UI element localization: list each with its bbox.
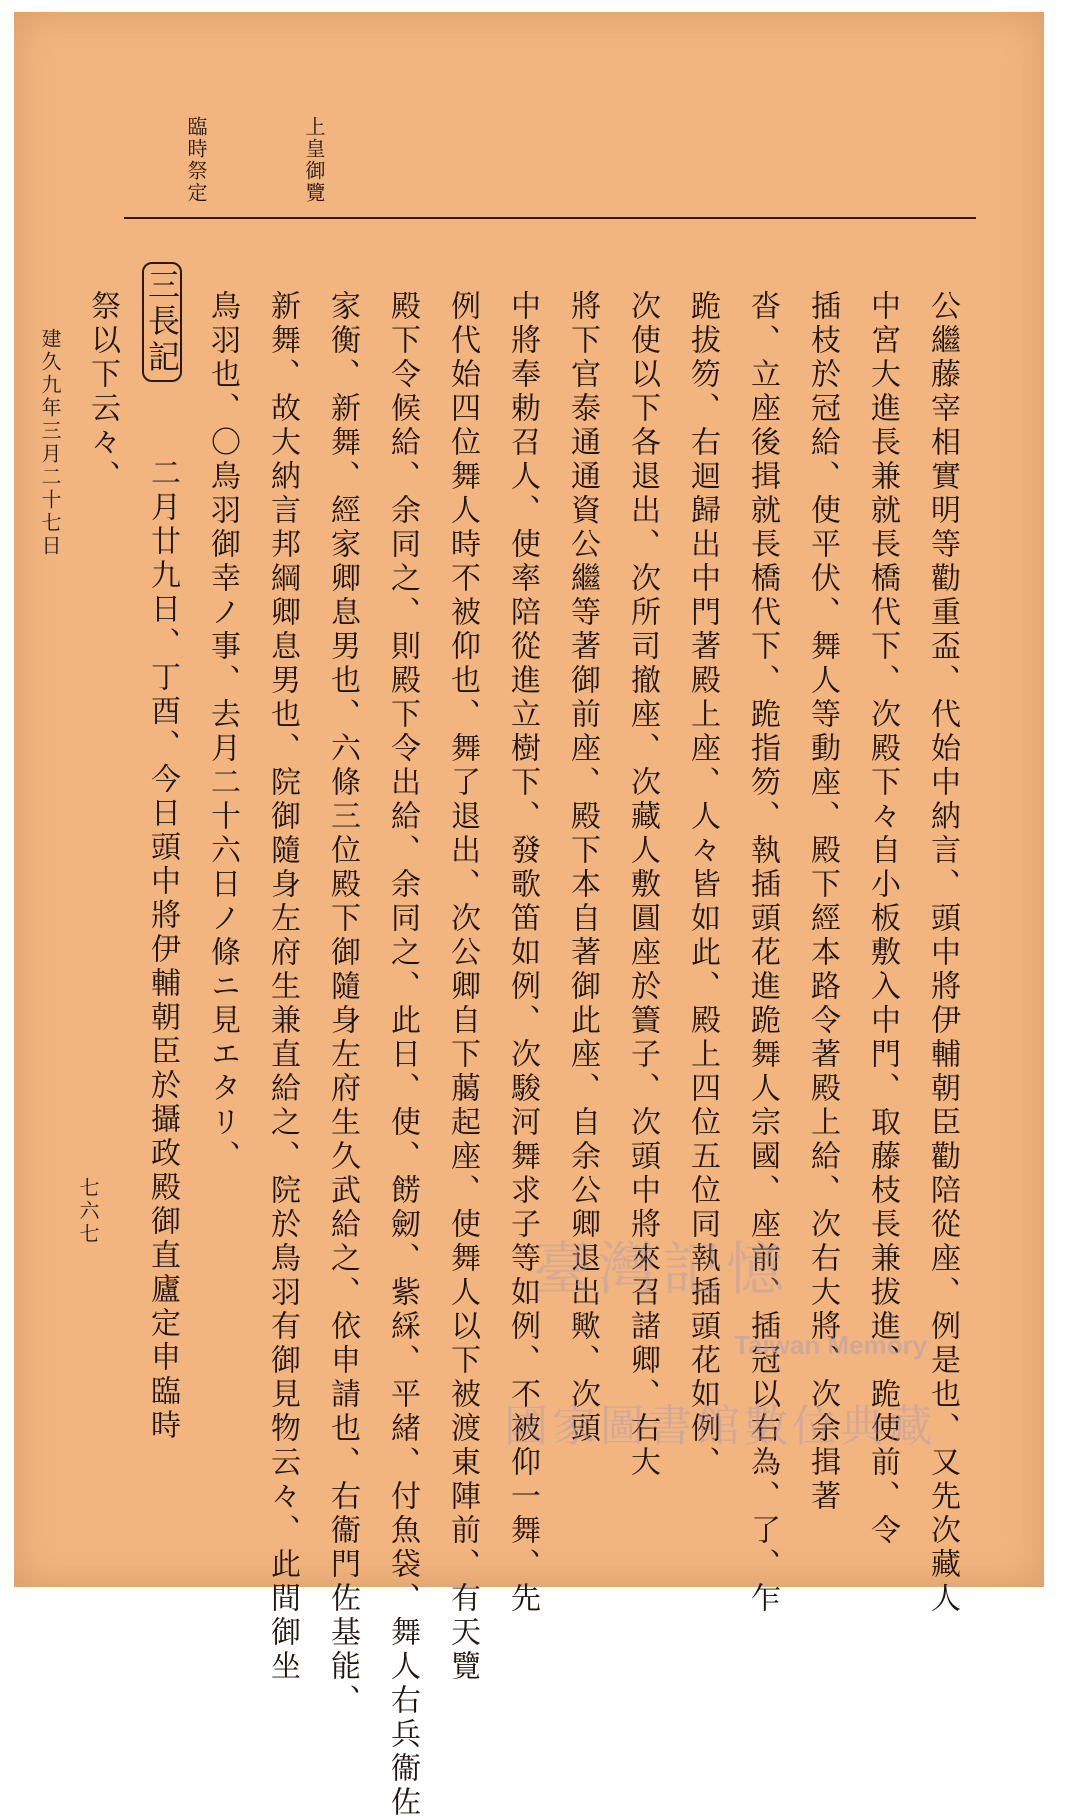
header-note-left: 臨時祭定 — [184, 116, 208, 204]
body-column-13: 鳥羽也、〇鳥羽御幸ノ事、去月二十六日ノ條ニ見エタリ、 — [205, 290, 240, 1174]
body-column-3: 插枝於冠給、使平伏、舞人等動座、殿下經本路令著殿上給、次右大將、次余揖著 — [805, 290, 840, 1514]
body-column-11: 家衡、新舞、經家卿息男也、六條三位殿下御隨身左府生久武給之、依申請也、右衞門佐基能、 — [325, 290, 360, 1718]
margin-date: 建久九年三月二十七日 — [38, 328, 62, 558]
body-column-8: 中將奉勅召人、使率陪從進立樹下、發歌笛如例、次駿河舞求子等如例、不被仰一舞、先 — [505, 290, 540, 1616]
body-column-7: 將下官泰通通資公繼等著御前座、殿下本自著御此座、自余公卿退出歟、次頭 — [565, 290, 600, 1446]
body-column-6: 次使以下各退出、次所司撤座、次藏人敷圓座於簀子、次頭中將來召諸卿、右大 — [625, 290, 660, 1480]
watermark-latin: Taiwan Memory — [734, 1330, 928, 1360]
body-column-2: 中宮大進長兼就長橋代下、次殿下々自小板敷入中門、取藤枝長兼拔進、跪使前、令 — [865, 290, 900, 1548]
final-column: 祭以下云々、 — [85, 290, 120, 494]
body-column-5: 跪拔笏、右迴歸出中門著殿上座、人々皆如此、殿上四位五位同執插頭花如例、 — [685, 290, 720, 1480]
body-column-1: 公繼藤宰相實明等勸重盃、代始中納言、頭中將伊輔朝臣勸陪從座、例是也、又先次藏人 — [925, 290, 960, 1616]
watermark-institution: 國家圖書館數位典藏 — [504, 1401, 936, 1452]
watermark-logo: 臺灣記憶 — [534, 1235, 791, 1303]
body-column-9: 例代始四位舞人時不被仰也、舞了退出、次公卿自下﨟起座、使舞人以下被渡東陣前、有天覽 — [445, 290, 480, 1684]
header-rule — [124, 217, 976, 219]
body-column-4: 沓、立座後揖就長橋代下、跪指笏、執插頭花進跪舞人宗國、座前、插冠以右為、了、乍 — [745, 290, 780, 1616]
header-note-right: 上皇御覽 — [302, 116, 326, 204]
page-number: 七六七 — [76, 1177, 100, 1246]
document-page — [14, 12, 1044, 1820]
body-column-10: 殿下令候給、余同之、則殿下令出給、余同之、此日、使、餝劒、紫綵、平緒、付魚袋、舞人右兵衞佐 — [385, 290, 420, 1820]
source-citation-tag: 三長記 — [142, 262, 182, 382]
source-column: 二月廿九日、丁酉、今日頭中將伊輔朝臣於攝政殿御直廬定申臨時 — [145, 457, 180, 1443]
body-column-12: 新舞、故大納言邦綱卿息男也、院御隨身左府生兼直給之、院於鳥羽有御見物云々、此間御坐 — [265, 290, 300, 1684]
